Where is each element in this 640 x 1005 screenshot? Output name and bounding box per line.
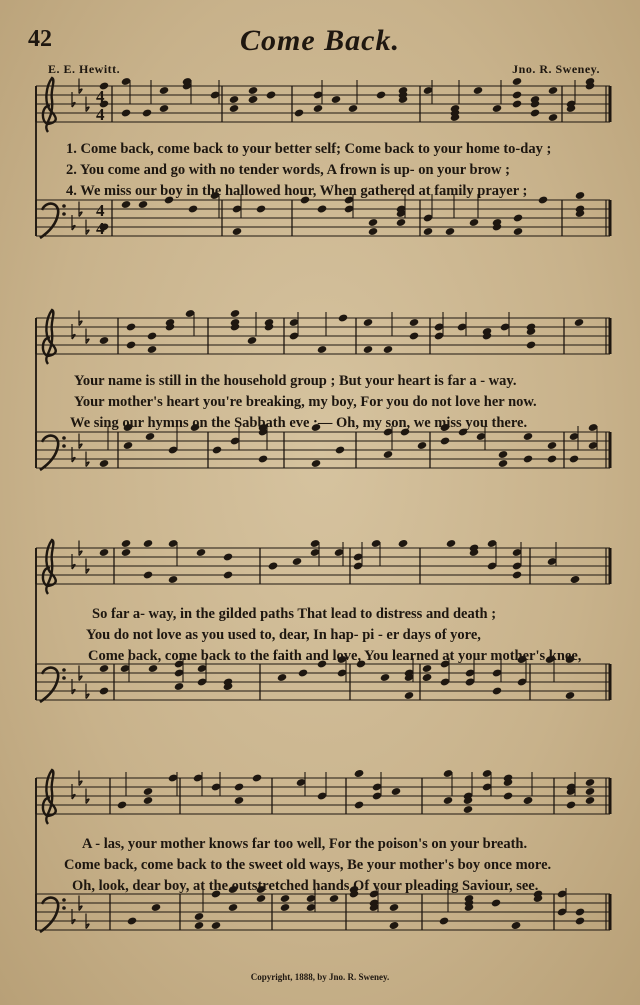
note-head	[138, 200, 148, 209]
note-head	[492, 104, 502, 113]
note-head	[188, 204, 198, 213]
note-head	[354, 800, 364, 809]
note-head	[548, 86, 558, 95]
note-head	[174, 682, 184, 691]
lyric-line: Your mother's heart you're breaking, my boy, For you do not love her now.	[74, 394, 537, 410]
hymn-title: Come Back.	[240, 24, 400, 57]
note-head	[256, 894, 266, 903]
bass-clef-dot	[62, 906, 66, 910]
note-head	[396, 218, 406, 227]
note-head	[335, 445, 345, 454]
note-head	[513, 227, 523, 236]
note-head	[256, 204, 266, 213]
note-head	[363, 345, 373, 354]
page-number: 42	[28, 26, 52, 52]
note-head	[234, 782, 244, 791]
note-head	[126, 322, 136, 331]
note-head	[159, 104, 169, 113]
note-head	[380, 673, 390, 682]
note-head	[143, 570, 153, 579]
note-head	[123, 441, 133, 450]
note-head	[168, 575, 178, 584]
lyric-line: So far a- way, in the gilded paths That lead to distress and death ;	[92, 606, 497, 622]
note-head	[368, 227, 378, 236]
note-head	[473, 86, 483, 95]
note-head	[547, 441, 557, 450]
note-head	[548, 113, 558, 122]
note-head	[574, 318, 584, 327]
note-head	[147, 331, 157, 340]
time-signature: 4	[96, 219, 105, 238]
note-head	[151, 903, 161, 912]
note-head	[391, 787, 401, 796]
note-head	[422, 664, 432, 673]
note-head	[383, 450, 393, 459]
note-head	[575, 191, 585, 200]
lyric-line: Oh, look, dear boy, at the outstretched hands Of your pleading Saviour, see.	[72, 878, 539, 894]
time-signature: 4	[96, 201, 105, 220]
note-head	[248, 86, 258, 95]
note-head	[498, 450, 508, 459]
note-head	[230, 309, 240, 318]
note-head	[194, 912, 204, 921]
note-head	[513, 213, 523, 222]
note-head	[523, 432, 533, 441]
note-head	[229, 104, 239, 113]
note-head	[258, 454, 268, 463]
copyright-notice: Copyright, 1888, by Jno. R. Sweney.	[250, 972, 390, 982]
lyric-line: Your name is still in the household group ; But your heart is far a - way.	[74, 373, 517, 389]
note-head	[423, 227, 433, 236]
note-head	[585, 796, 595, 805]
note-head	[469, 218, 479, 227]
note-head	[159, 86, 169, 95]
note-head	[512, 77, 522, 86]
note-head	[228, 903, 238, 912]
note-head	[99, 336, 109, 345]
note-head	[389, 903, 399, 912]
lyric-line: 1. Come back, come back to your better self; Come back to your home to-day ;	[66, 141, 552, 157]
note-head	[376, 90, 386, 99]
note-head	[117, 800, 127, 809]
note-head	[212, 445, 222, 454]
note-head	[317, 345, 327, 354]
note-head	[248, 95, 258, 104]
note-head	[398, 539, 408, 548]
lyric-line: Come back, come back to the faith and love, You learned at your mother's knee,	[88, 648, 582, 664]
note-head	[338, 313, 348, 322]
note-head	[232, 227, 242, 236]
note-head	[121, 200, 131, 209]
note-head	[234, 796, 244, 805]
note-head	[121, 539, 131, 548]
note-head	[99, 548, 109, 557]
note-head	[211, 921, 221, 930]
note-head	[121, 548, 131, 557]
note-head	[446, 539, 456, 548]
note-head	[363, 318, 373, 327]
note-head	[148, 664, 158, 673]
note-head	[331, 95, 341, 104]
lyric-line: A - las, your mother knows far too well, For the poison's on your breath.	[82, 836, 528, 852]
note-head	[492, 686, 502, 695]
note-head	[277, 673, 287, 682]
note-head	[145, 432, 155, 441]
note-head	[292, 557, 302, 566]
note-head	[491, 898, 501, 907]
lyric-line: You do not love as you used to, dear, In hap- pi - er days of yore,	[86, 627, 481, 643]
note-head	[585, 787, 595, 796]
note-head	[404, 691, 414, 700]
bass-clef-dot	[62, 898, 66, 902]
lyric-line: We sing our hymns on the Sabbath eve ;— Oh, my son, we miss you there.	[70, 415, 528, 431]
note-head	[523, 454, 533, 463]
note-head	[348, 104, 358, 113]
note-head	[512, 90, 522, 99]
note-head	[268, 561, 278, 570]
note-head	[280, 903, 290, 912]
note-head	[585, 778, 595, 787]
note-head	[252, 773, 262, 782]
note-head	[440, 436, 450, 445]
note-head	[298, 668, 308, 677]
composer-credit: Jno. R. Sweney.	[512, 62, 600, 76]
note-head	[99, 664, 109, 673]
note-head	[498, 459, 508, 468]
note-head	[511, 921, 521, 930]
note-head	[383, 345, 393, 354]
note-head	[194, 921, 204, 930]
note-head	[143, 787, 153, 796]
author-credit: E. E. Hewitt.	[48, 62, 121, 76]
time-signature: 4	[96, 87, 105, 106]
note-head	[538, 195, 548, 204]
note-head	[575, 916, 585, 925]
note-head	[99, 459, 109, 468]
note-head	[389, 921, 399, 930]
note-head	[503, 791, 513, 800]
note-head	[570, 575, 580, 584]
note-head	[523, 796, 533, 805]
lyric-line: 2. You come and go with no tender words, A frown is up- on your brow ;	[66, 162, 510, 178]
note-head	[368, 218, 378, 227]
bass-clef-dot	[62, 676, 66, 680]
note-head	[143, 796, 153, 805]
lyric-line: 4. We miss our boy in the hallowed hour, When gathered at family prayer ;	[66, 183, 528, 199]
note-head	[229, 95, 239, 104]
note-head	[547, 454, 557, 463]
bass-clef-dot	[62, 444, 66, 448]
bass-clef-dot	[62, 668, 66, 672]
note-head	[196, 548, 206, 557]
note-head	[223, 552, 233, 561]
note-head	[417, 441, 427, 450]
note-head	[311, 459, 321, 468]
note-head	[443, 796, 453, 805]
lyric-line: Come back, come back to the sweet old ways, Be your mother's boy once more.	[64, 857, 552, 873]
note-head	[354, 769, 364, 778]
note-head	[409, 318, 419, 327]
note-head	[127, 916, 137, 925]
note-head	[422, 673, 432, 682]
note-head	[280, 894, 290, 903]
note-head	[329, 894, 339, 903]
note-head	[565, 691, 575, 700]
bass-clef-dot	[62, 204, 66, 208]
note-head	[445, 227, 455, 236]
note-head	[142, 108, 152, 117]
note-head	[294, 108, 304, 117]
note-head	[247, 336, 257, 345]
note-head	[512, 99, 522, 108]
note-head	[409, 331, 419, 340]
note-head	[126, 340, 136, 349]
note-head	[530, 108, 540, 117]
note-head	[143, 539, 153, 548]
bass-clef-dot	[62, 212, 66, 216]
note-head	[266, 90, 276, 99]
note-head	[569, 454, 579, 463]
bass-clef-dot	[62, 436, 66, 440]
time-signature: 4	[96, 105, 105, 124]
note-head	[575, 907, 585, 916]
note-head	[463, 805, 473, 814]
note-head	[147, 345, 157, 354]
note-head	[526, 340, 536, 349]
note-head	[121, 108, 131, 117]
note-head	[223, 570, 233, 579]
note-head	[99, 686, 109, 695]
note-head	[313, 104, 323, 113]
note-head	[512, 570, 522, 579]
note-head	[566, 800, 576, 809]
note-head	[317, 204, 327, 213]
note-head	[439, 916, 449, 925]
